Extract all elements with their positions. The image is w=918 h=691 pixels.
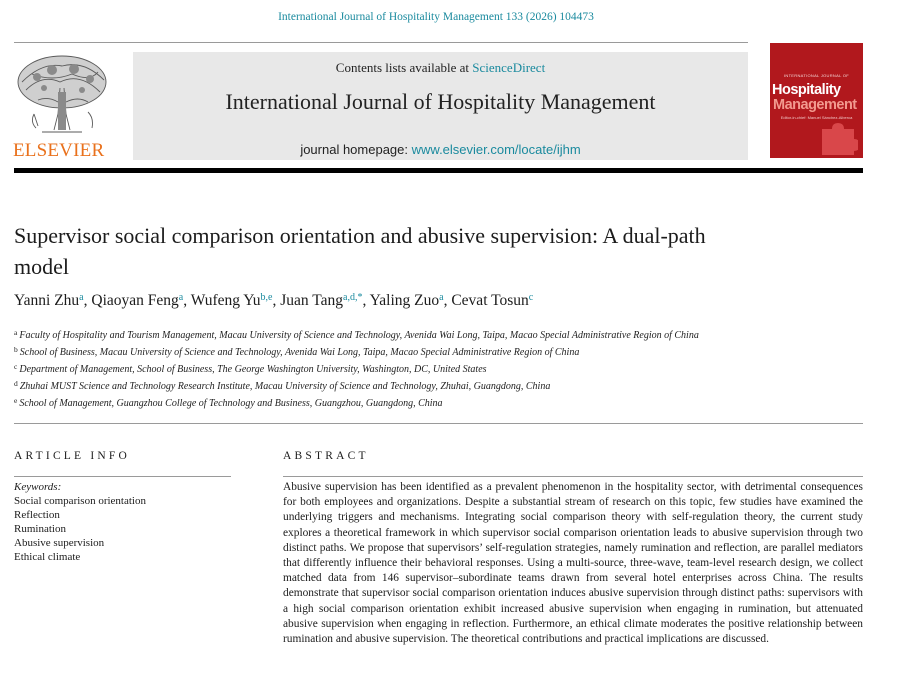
masthead-thick-rule xyxy=(14,168,863,173)
author-entry[interactable] xyxy=(280,292,369,309)
keyword-item: Rumination xyxy=(14,523,66,535)
article-info-rule xyxy=(14,476,231,477)
keyword-item: Abusive supervision xyxy=(14,537,105,549)
author-entry[interactable] xyxy=(370,292,452,309)
affiliation-key: b xyxy=(14,345,18,354)
author-entry[interactable] xyxy=(14,292,91,309)
affiliation-item xyxy=(14,326,754,343)
keyword-item: Reflection xyxy=(14,509,60,521)
affiliation-item xyxy=(14,343,754,360)
author-name[interactable]: Juan Tang xyxy=(280,292,344,309)
keywords-block xyxy=(14,480,234,564)
author-list xyxy=(14,292,533,310)
contents-availability-line xyxy=(133,60,748,76)
puzzle-piece-icon xyxy=(818,121,858,155)
author-separator: , xyxy=(83,292,92,309)
affiliation-item xyxy=(14,377,754,394)
article-title: Supervisor social comparison orientation and abusive supervision: A dual-path model xyxy=(14,223,706,279)
affiliation-list xyxy=(14,326,754,411)
affiliation-text: School of Business, Macau University of Science and Technology, Avenida Wai Long, Taipa, Macao Special Administrative Region of China xyxy=(19,347,580,358)
journal-homepage-link[interactable]: www.elsevier.com/locate/ijhm xyxy=(411,142,581,157)
author-name[interactable]: Cevat Tosun xyxy=(451,292,529,309)
author-affiliation-marker[interactable]: c xyxy=(528,292,534,303)
journal-citation[interactable]: International Journal of Hospitality Management 133 (2026) 104473 xyxy=(278,11,594,23)
affiliation-key: a xyxy=(14,328,18,337)
author-name[interactable]: Yaling Zuo xyxy=(369,292,440,309)
contents-prefix: Contents lists available at xyxy=(335,60,473,75)
author-entry[interactable] xyxy=(91,292,190,309)
abstract-body: Abusive supervision has been identified as a prevalent phenomenon in the hospitality sector, with detrimental consequences for both employees and organizations. Despite a substantial stream of research on this topic, few studies have examined the underlying triggers and mechanisms. Integrating social comparison theory with self-regulation theory, the current study explores a theoretical framework in which supervisor social comparison orientation leads to abusive supervision through two distinct paths. We propose that supervisors’ self-regulation strategies, namely rumination and reflection, are parallel mediators that differently influence their behavioral responses. Using a multi-source, three-wave, team-level research design, we collect matched data from 146 supervisor–subordinate teams drawn from several hotel enterprises across China. The results demonstrate that supervisor social comparison orientation induces abusive supervision through distinct paths: supervisors with a high social comparison orientation exhibit increased abusive supervision when engaging in rumination, but attenuated abusive supervision when engaging in reflection. Furthermore, an ethical climate moderates the positive relationship between rumination and abusive supervision. The theoretical contributions and practical implications are discussed. xyxy=(283,481,863,646)
author-name[interactable]: Qiaoyan Feng xyxy=(91,292,179,309)
author-affiliation-marker[interactable]: b,e xyxy=(260,292,273,303)
sciencedirect-link[interactable]: ScienceDirect xyxy=(472,60,546,75)
author-name[interactable]: Wufeng Yu xyxy=(190,292,261,309)
header-rule xyxy=(14,42,748,43)
cover-small-heading: INTERNATIONAL JOURNAL OF xyxy=(783,73,850,78)
author-separator: , xyxy=(443,292,452,309)
author-separator: , xyxy=(362,292,370,309)
affiliation-key: c xyxy=(14,362,18,371)
affiliation-text: Department of Management, School of Business, The George Washington University, Washington, DC, United States xyxy=(19,364,487,375)
affiliation-key: d xyxy=(14,379,18,388)
cover-title-bottom: Management xyxy=(773,97,857,113)
author-separator: , xyxy=(272,292,281,309)
author-name[interactable]: Yanni Zhu xyxy=(14,292,80,309)
author-affiliation-marker[interactable]: a xyxy=(79,292,84,303)
homepage-prefix: journal homepage: xyxy=(300,142,412,157)
cover-editor-line: Editor-in-chief: Manuel Sánchez-Alberca xyxy=(780,115,853,120)
author-entry[interactable] xyxy=(451,292,533,309)
affiliation-text: Faculty of Hospitality and Tourism Management, Macau University of Science and Technology, Avenida Wai Long, Taipa, Macao Special Administrative Region of China xyxy=(19,330,699,341)
affiliation-item xyxy=(14,394,754,411)
keyword-item: Social comparison orientation xyxy=(14,495,146,507)
journal-title: International Journal of Hospitality Management xyxy=(225,89,656,114)
journal-homepage-line xyxy=(133,142,748,157)
affiliation-text: Zhuhai MUST Science and Technology Research Institute, Macau University of Science and Technology, Zhuhai, Guangdong, China xyxy=(19,381,551,392)
cover-title-top: Hospitality xyxy=(772,82,841,98)
journal-cover-thumbnail[interactable] xyxy=(770,43,863,158)
keywords-label: Keywords: xyxy=(14,481,62,493)
affiliation-key: e xyxy=(14,396,18,405)
elsevier-wordmark[interactable]: ELSEVIER xyxy=(13,140,105,161)
article-info-heading: ARTICLE INFO xyxy=(14,450,130,462)
affiliation-text: School of Management, Guangzhou College of Technology and Business, Guangzhou, Guangdong, China xyxy=(19,398,443,409)
author-entry[interactable] xyxy=(191,292,281,309)
section-rule xyxy=(14,423,863,424)
affiliation-item xyxy=(14,360,754,377)
abstract-rule xyxy=(283,476,863,477)
keyword-item: Ethical climate xyxy=(14,551,81,563)
author-affiliation-marker[interactable]: a xyxy=(178,292,184,303)
journal-masthead xyxy=(133,52,748,160)
abstract-heading: ABSTRACT xyxy=(283,450,369,462)
author-separator: , xyxy=(183,292,191,309)
author-affiliation-marker[interactable]: a,d,* xyxy=(343,292,363,303)
author-affiliation-marker[interactable]: a xyxy=(439,292,444,303)
